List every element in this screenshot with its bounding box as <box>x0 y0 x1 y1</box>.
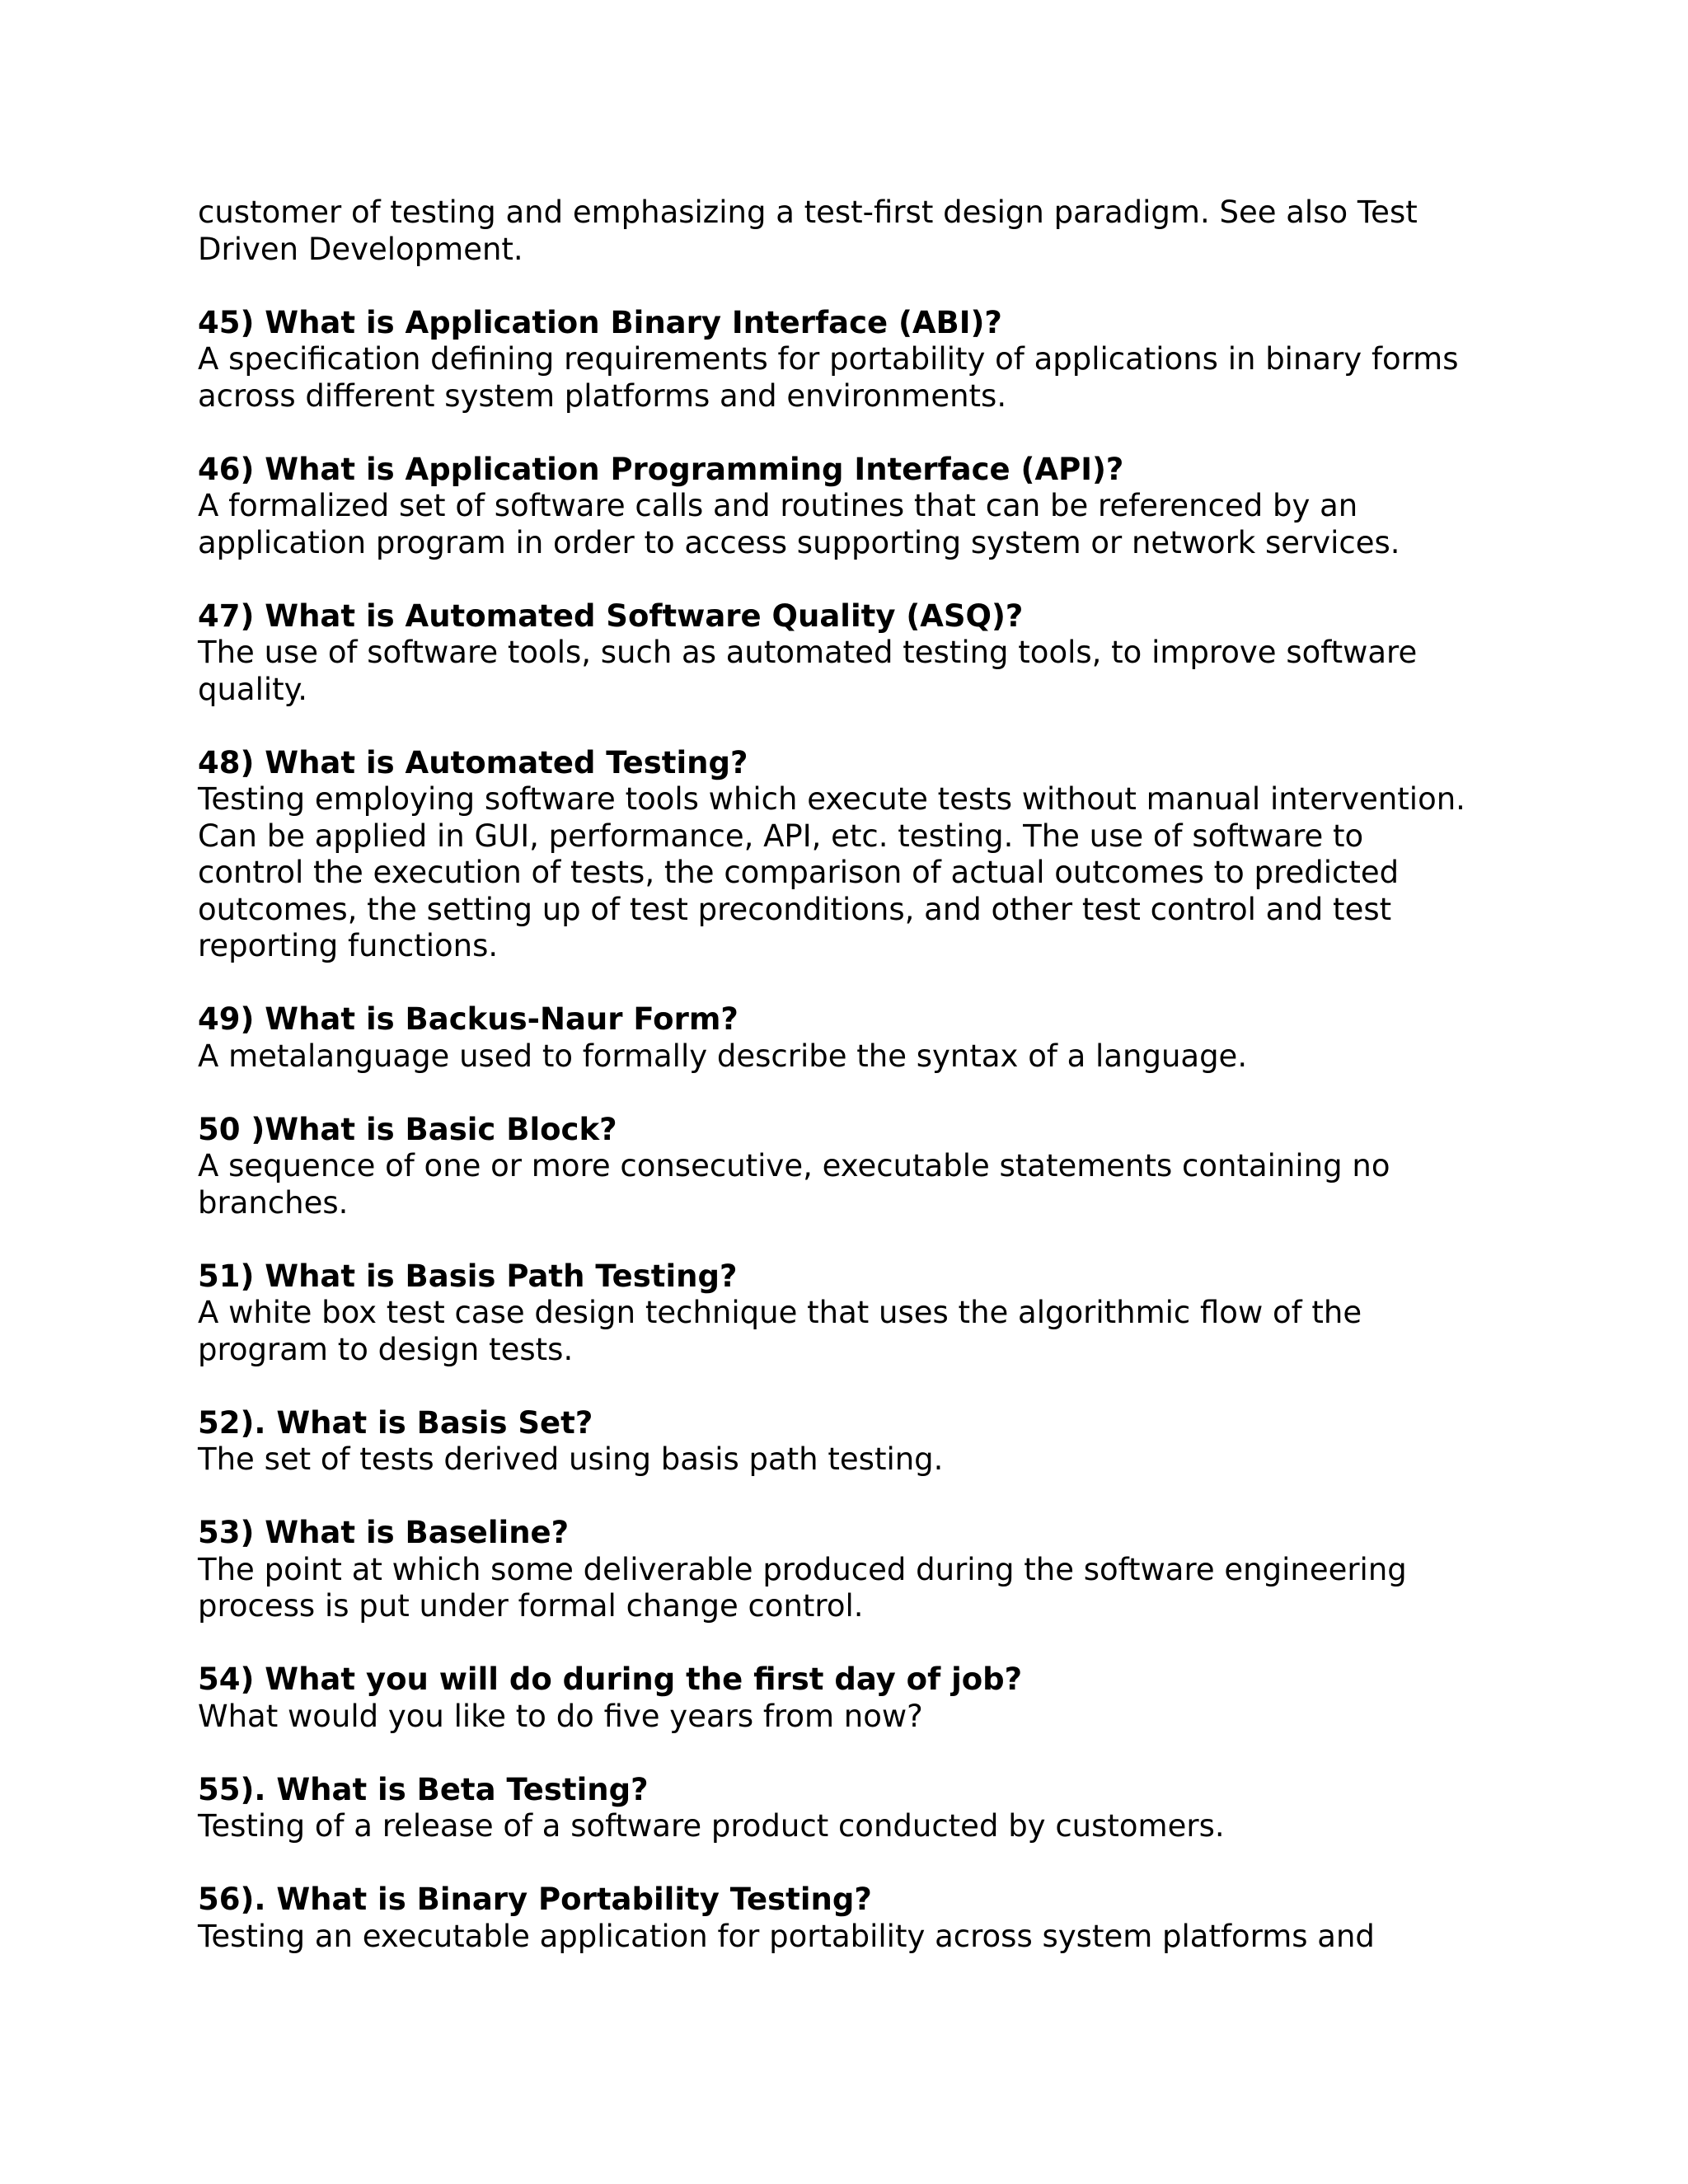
qa-item-56 <box>198 1882 1517 1955</box>
answer-line: What would you like to do five years from now? <box>198 1698 923 1734</box>
answer-line: Testing of a release of a software product conducted by customers. <box>198 1808 1225 1844</box>
qa-item-46 <box>198 452 1517 562</box>
answer-line: quality. <box>198 671 308 707</box>
intro-paragraph <box>198 194 1517 268</box>
qa-item-47 <box>198 598 1517 709</box>
page-content <box>198 194 1517 1955</box>
answer-line: A metalanguage used to formally describe the syntax of a language. <box>198 1038 1248 1074</box>
answer-line: process is put under formal change control. <box>198 1588 864 1624</box>
answer-line: program to design tests. <box>198 1331 574 1367</box>
intro-line: Driven Development. <box>198 231 523 267</box>
question-heading: 52). What is Basis Set? <box>198 1404 593 1441</box>
qa-item-54 <box>198 1661 1517 1735</box>
qa-item-52 <box>198 1405 1517 1479</box>
answer-line: The set of tests derived using basis path testing. <box>198 1441 944 1477</box>
answer-line: branches. <box>198 1184 349 1221</box>
answer-line: A white box test case design technique that uses the algorithmic flow of the <box>198 1295 1362 1330</box>
answer-line: control the execution of tests, the comparison of actual outcomes to predicted <box>198 855 1400 890</box>
answer-line: A sequence of one or more consecutive, executable statements containing no <box>198 1148 1390 1183</box>
question-heading: 55). What is Beta Testing? <box>198 1771 649 1807</box>
answer-line: Testing employing software tools which execute tests without manual intervention. <box>198 781 1465 817</box>
question-heading: 50 )What is Basic Block? <box>198 1111 617 1147</box>
answer-line: A formalized set of software calls and routines that can be referenced by an <box>198 488 1358 523</box>
qa-item-49 <box>198 1001 1517 1075</box>
answer-line: Can be applied in GUI, performance, API, etc. testing. The use of software to <box>198 818 1364 854</box>
answer-line: A specification defining requirements for portability of applications in binary forms <box>198 341 1459 377</box>
answer-line: outcomes, the setting up of test preconditions, and other test control and test <box>198 891 1392 927</box>
question-heading: 48) What is Automated Testing? <box>198 744 748 780</box>
answer-line: application program in order to access supporting system or network services. <box>198 524 1400 560</box>
answer-line: The use of software tools, such as automated testing tools, to improve software <box>198 635 1418 670</box>
answer-line: across different system platforms and environments. <box>198 377 1007 414</box>
question-heading: 49) What is Backus-Naur Form? <box>198 1001 738 1037</box>
answer-line: reporting functions. <box>198 928 499 963</box>
qa-item-51 <box>198 1258 1517 1369</box>
intro-line: customer of testing and emphasizing a test-first design paradigm. See also Test <box>198 194 1418 230</box>
question-heading: 54) What you will do during the first day of job? <box>198 1661 1023 1697</box>
qa-item-53 <box>198 1515 1517 1625</box>
qa-item-45 <box>198 305 1517 415</box>
question-heading: 47) What is Automated Software Quality (ASQ)? <box>198 598 1024 634</box>
qa-item-50 <box>198 1112 1517 1222</box>
question-heading: 53) What is Baseline? <box>198 1515 570 1550</box>
qa-item-55 <box>198 1772 1517 1845</box>
answer-line: Testing an executable application for portability across system platforms and <box>198 1918 1375 1954</box>
question-heading: 45) What is Application Binary Interface (ABI)? <box>198 304 1002 340</box>
question-heading: 56). What is Binary Portability Testing? <box>198 1882 872 1917</box>
question-heading: 46) What is Application Programming Interface (API)? <box>198 451 1124 487</box>
answer-line: The point at which some deliverable produced during the software engineering <box>198 1551 1407 1587</box>
question-heading: 51) What is Basis Path Testing? <box>198 1258 738 1294</box>
qa-item-48 <box>198 745 1517 965</box>
